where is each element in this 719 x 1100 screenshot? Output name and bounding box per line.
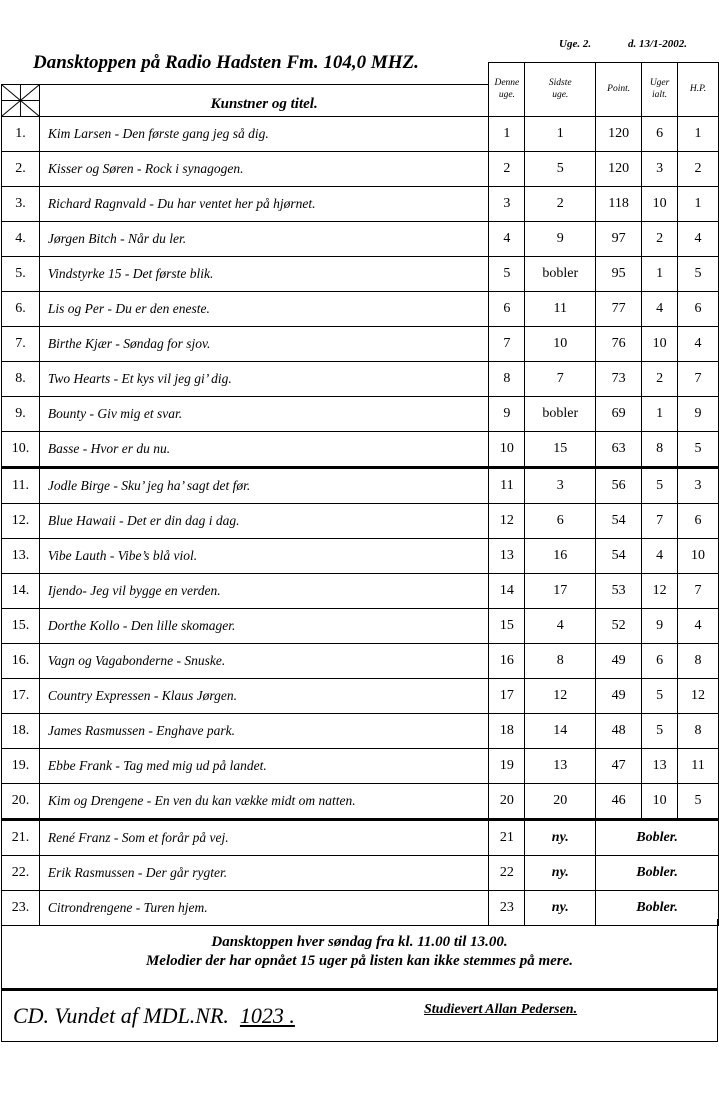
points-cell: 46 <box>596 783 642 819</box>
rank-cell: 10. <box>2 431 40 467</box>
last-week-cell: 10 <box>525 326 596 361</box>
rank-cell: 4. <box>2 221 40 256</box>
hp-cell: 1 <box>678 116 719 151</box>
table-row <box>2 361 719 396</box>
last-week-cell: bobler <box>525 396 596 431</box>
this-week-cell: 17 <box>489 678 525 713</box>
table-row <box>2 855 719 890</box>
hp-cell: 5 <box>678 783 719 819</box>
weeks-total-cell: 8 <box>642 431 678 467</box>
points-cell: 76 <box>596 326 642 361</box>
hp-cell: 7 <box>678 573 719 608</box>
weeks-total-cell: 2 <box>642 221 678 256</box>
rank-cell: 6. <box>2 291 40 326</box>
last-week-cell: 11 <box>525 291 596 326</box>
points-cell: 47 <box>596 748 642 783</box>
rank-cell: 20. <box>2 783 40 819</box>
date-label: d. 13/1-2002. <box>628 38 687 50</box>
song-title-cell: Bounty - Giv mig et svar. <box>39 396 488 431</box>
this-week-cell: 13 <box>489 538 525 573</box>
column-points: Point. <box>596 63 642 117</box>
this-week-cell: 7 <box>489 326 525 361</box>
bubble-label-cell: Bobler. <box>596 855 719 890</box>
rank-cell: 3. <box>2 186 40 221</box>
broadcast-time: Dansktoppen hver søndag fra kl. 11.00 til 13.00. <box>211 934 508 950</box>
song-title-cell: Dorthe Kollo - Den lille skomager. <box>39 608 488 643</box>
points-cell: 49 <box>596 678 642 713</box>
week-label: Uge. 2. <box>559 38 592 50</box>
last-week-cell: 7 <box>525 361 596 396</box>
page-title: Dansktoppen på Radio Hadsten Fm. 104,0 MHZ. <box>33 52 419 73</box>
weeks-total-cell: 12 <box>642 573 678 608</box>
hp-cell: 7 <box>678 361 719 396</box>
points-cell: 73 <box>596 361 642 396</box>
song-title-cell: Citrondrengene - Turen hjem. <box>39 890 488 925</box>
song-title-cell: Lis og Per - Du er den eneste. <box>39 291 488 326</box>
table-row <box>2 748 719 783</box>
rank-cell: 1. <box>2 116 40 151</box>
table-row <box>2 608 719 643</box>
bubble-label-cell: Bobler. <box>596 890 719 925</box>
chart-table <box>1 62 719 926</box>
song-title-cell: Ebbe Frank - Tag med mig ud på landet. <box>39 748 488 783</box>
weeks-total-cell: 4 <box>642 538 678 573</box>
new-entry-cell: ny. <box>525 890 596 925</box>
hp-cell: 1 <box>678 186 719 221</box>
this-week-cell: 1 <box>489 116 525 151</box>
weeks-total-cell: 6 <box>642 116 678 151</box>
this-week-cell: 14 <box>489 573 525 608</box>
weeks-total-cell: 3 <box>642 151 678 186</box>
last-week-cell: 12 <box>525 678 596 713</box>
hp-cell: 4 <box>678 608 719 643</box>
table-row <box>2 151 719 186</box>
table-row <box>2 678 719 713</box>
song-title-cell: Blue Hawaii - Det er din dag i dag. <box>39 503 488 538</box>
song-title-cell: Vagn og Vagabonderne - Snuske. <box>39 643 488 678</box>
table-row <box>2 116 719 151</box>
rank-cell: 14. <box>2 573 40 608</box>
bubble-label-cell: Bobler. <box>596 819 719 855</box>
last-week-cell: 4 <box>525 608 596 643</box>
song-title-cell: Kisser og Søren - Rock i synagogen. <box>39 151 488 186</box>
this-week-cell: 4 <box>489 221 525 256</box>
table-row <box>2 396 719 431</box>
this-week-cell: 3 <box>489 186 525 221</box>
weeks-total-cell: 13 <box>642 748 678 783</box>
table-row <box>2 573 719 608</box>
weeks-total-cell: 7 <box>642 503 678 538</box>
weeks-total-cell: 9 <box>642 608 678 643</box>
hp-cell: 3 <box>678 467 719 503</box>
rank-cell: 8. <box>2 361 40 396</box>
points-cell: 48 <box>596 713 642 748</box>
hp-cell: 8 <box>678 643 719 678</box>
last-week-cell: 9 <box>525 221 596 256</box>
this-week-cell: 19 <box>489 748 525 783</box>
hp-cell: 9 <box>678 396 719 431</box>
points-cell: 49 <box>596 643 642 678</box>
hp-cell: 4 <box>678 326 719 361</box>
points-cell: 120 <box>596 151 642 186</box>
this-week-cell: 9 <box>489 396 525 431</box>
rank-cell: 9. <box>2 396 40 431</box>
this-week-cell: 18 <box>489 713 525 748</box>
rank-cell: 17. <box>2 678 40 713</box>
cd-label: CD. Vundet af MDL.NR. <box>13 1003 229 1028</box>
table-row <box>2 256 719 291</box>
table-row <box>2 713 719 748</box>
points-cell: 97 <box>596 221 642 256</box>
this-week-cell: 11 <box>489 467 525 503</box>
song-title-cell: Kim Larsen - Den første gang jeg så dig. <box>39 116 488 151</box>
points-cell: 53 <box>596 573 642 608</box>
rank-cell: 2. <box>2 151 40 186</box>
rank-cell: 12. <box>2 503 40 538</box>
points-cell: 56 <box>596 467 642 503</box>
song-title-cell: Vibe Lauth - Vibe’s blå viol. <box>39 538 488 573</box>
last-week-cell: bobler <box>525 256 596 291</box>
column-artist-title: Kunstner og titel. <box>39 84 488 116</box>
new-entry-cell: ny. <box>525 855 596 890</box>
table-row <box>2 186 719 221</box>
hp-cell: 4 <box>678 221 719 256</box>
last-week-cell: 1 <box>525 116 596 151</box>
last-week-cell: 5 <box>525 151 596 186</box>
song-title-cell: Jørgen Bitch - Når du ler. <box>39 221 488 256</box>
last-week-cell: 17 <box>525 573 596 608</box>
column-hp: H.P. <box>678 63 719 117</box>
column-this-week: Denne uge. <box>489 63 525 117</box>
song-title-cell: René Franz - Som et forår på vej. <box>39 819 488 855</box>
weeks-total-cell: 10 <box>642 326 678 361</box>
column-weeks-total: Uger ialt. <box>642 63 678 117</box>
rank-cell: 15. <box>2 608 40 643</box>
this-week-cell: 16 <box>489 643 525 678</box>
song-title-cell: Jodle Birge - Sku’ jeg ha’ sagt det før. <box>39 467 488 503</box>
points-cell: 54 <box>596 503 642 538</box>
cd-number: 1023 . <box>239 1003 295 1028</box>
table-row <box>2 819 719 855</box>
points-cell: 95 <box>596 256 642 291</box>
this-week-cell: 15 <box>489 608 525 643</box>
points-cell: 52 <box>596 608 642 643</box>
song-title-cell: Basse - Hvor er du nu. <box>39 431 488 467</box>
weeks-total-cell: 1 <box>642 256 678 291</box>
column-last-week: Sidste uge. <box>525 63 596 117</box>
rank-cell: 19. <box>2 748 40 783</box>
this-week-cell: 5 <box>489 256 525 291</box>
points-cell: 120 <box>596 116 642 151</box>
footer-info <box>1 919 718 989</box>
weeks-total-cell: 5 <box>642 713 678 748</box>
last-week-cell: 15 <box>525 431 596 467</box>
song-title-cell: Kim og Drengene - En ven du kan vække midt om natten. <box>39 783 488 819</box>
last-week-cell: 13 <box>525 748 596 783</box>
this-week-cell: 23 <box>489 890 525 925</box>
rank-cell: 16. <box>2 643 40 678</box>
song-title-cell: Two Hearts - Et kys vil jeg gi’ dig. <box>39 361 488 396</box>
last-week-cell: 6 <box>525 503 596 538</box>
crossed-box-icon <box>2 84 40 116</box>
rank-cell: 13. <box>2 538 40 573</box>
this-week-cell: 10 <box>489 431 525 467</box>
rank-cell: 11. <box>2 467 40 503</box>
this-week-cell: 2 <box>489 151 525 186</box>
table-row <box>2 538 719 573</box>
studio-host: Studievert Allan Pedersen. <box>424 1002 578 1017</box>
weeks-total-cell: 5 <box>642 467 678 503</box>
points-cell: 54 <box>596 538 642 573</box>
weeks-total-cell: 6 <box>642 643 678 678</box>
last-week-cell: 16 <box>525 538 596 573</box>
song-title-cell: James Rasmussen - Enghave park. <box>39 713 488 748</box>
weeks-total-cell: 10 <box>642 186 678 221</box>
song-title-cell: Vindstyrke 15 - Det første blik. <box>39 256 488 291</box>
this-week-cell: 22 <box>489 855 525 890</box>
rank-cell: 21. <box>2 819 40 855</box>
rank-cell: 5. <box>2 256 40 291</box>
hp-cell: 5 <box>678 431 719 467</box>
new-entry-cell: ny. <box>525 819 596 855</box>
points-cell: 69 <box>596 396 642 431</box>
hp-cell: 5 <box>678 256 719 291</box>
weeks-total-cell: 4 <box>642 291 678 326</box>
song-title-cell: Country Expressen - Klaus Jørgen. <box>39 678 488 713</box>
table-row <box>2 643 719 678</box>
hp-cell: 11 <box>678 748 719 783</box>
points-cell: 77 <box>596 291 642 326</box>
table-row <box>2 221 719 256</box>
this-week-cell: 8 <box>489 361 525 396</box>
table-row <box>2 467 719 503</box>
weeks-total-cell: 1 <box>642 396 678 431</box>
rank-cell: 7. <box>2 326 40 361</box>
hp-cell: 6 <box>678 291 719 326</box>
song-title-cell: Richard Ragnvald - Du har ventet her på hjørnet. <box>39 186 488 221</box>
hp-cell: 12 <box>678 678 719 713</box>
bottom-bar <box>1 988 718 1042</box>
song-title-cell: Ijendo- Jeg vil bygge en verden. <box>39 573 488 608</box>
this-week-cell: 12 <box>489 503 525 538</box>
this-week-cell: 21 <box>489 819 525 855</box>
rank-cell: 18. <box>2 713 40 748</box>
points-cell: 118 <box>596 186 642 221</box>
hp-cell: 8 <box>678 713 719 748</box>
last-week-cell: 14 <box>525 713 596 748</box>
last-week-cell: 3 <box>525 467 596 503</box>
this-week-cell: 6 <box>489 291 525 326</box>
weeks-total-cell: 10 <box>642 783 678 819</box>
table-row <box>2 503 719 538</box>
last-week-cell: 20 <box>525 783 596 819</box>
cd-winner <box>13 1003 300 1029</box>
weeks-total-cell: 5 <box>642 678 678 713</box>
table-row <box>2 783 719 819</box>
weeks-total-cell: 2 <box>642 361 678 396</box>
table-row <box>2 291 719 326</box>
this-week-cell: 20 <box>489 783 525 819</box>
voting-rule: Melodier der har opnået 15 uger på listen kan ikke stemmes på mere. <box>145 953 574 969</box>
points-cell: 63 <box>596 431 642 467</box>
last-week-cell: 2 <box>525 186 596 221</box>
hp-cell: 6 <box>678 503 719 538</box>
hp-cell: 2 <box>678 151 719 186</box>
song-title-cell: Birthe Kjær - Søndag for sjov. <box>39 326 488 361</box>
rank-cell: 23. <box>2 890 40 925</box>
table-row <box>2 326 719 361</box>
table-row <box>2 431 719 467</box>
hp-cell: 10 <box>678 538 719 573</box>
rank-cell: 22. <box>2 855 40 890</box>
last-week-cell: 8 <box>525 643 596 678</box>
song-title-cell: Erik Rasmussen - Der går rygter. <box>39 855 488 890</box>
